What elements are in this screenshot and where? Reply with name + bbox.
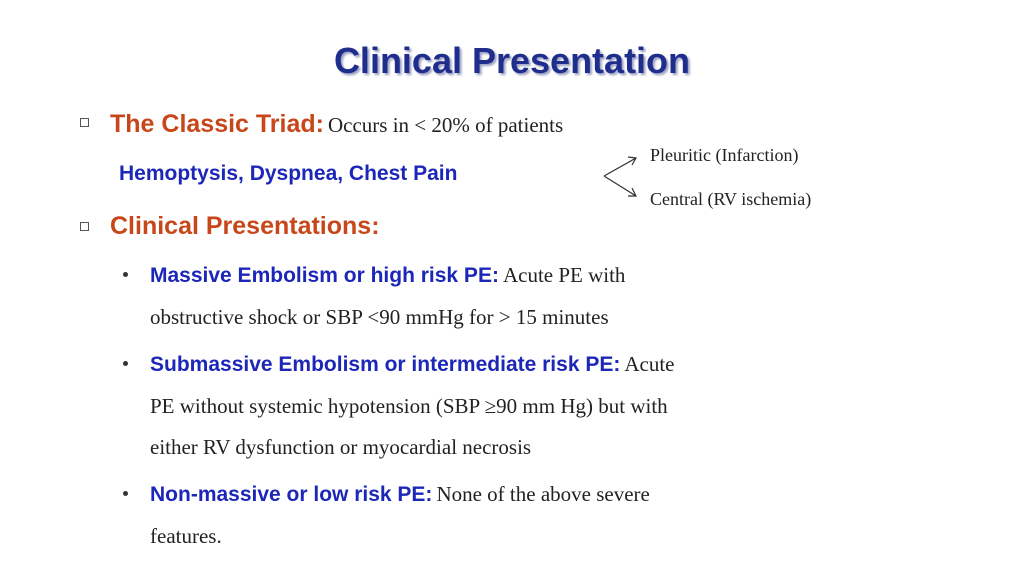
- dot-bullet-icon: [123, 361, 128, 366]
- item-text-continued: obstructive shock or SBP <90 mmHg for > 15 minutes: [150, 305, 609, 329]
- presentation-item-submassive: [150, 352, 675, 377]
- item-text: None of the above severe: [436, 482, 650, 506]
- presentation-item-nonmassive: [150, 482, 650, 507]
- item-text-continued: PE without systemic hypotension (SBP ≥90 mm Hg) but with: [150, 394, 668, 418]
- clinical-presentations-heading: Clinical Presentations:: [110, 212, 380, 240]
- branch-arrows-icon: [600, 152, 640, 202]
- item-text-continued: either RV dysfunction or myocardial necrosis: [150, 435, 532, 459]
- classic-triad-heading: The Classic Triad:: [110, 110, 324, 138]
- triad-symptoms: Hemoptysis, Dyspnea, Chest Pain: [119, 162, 458, 185]
- square-bullet-icon: [80, 222, 89, 231]
- dot-bullet-icon: [123, 272, 128, 277]
- slide-title: Clinical Presentation: [333, 40, 691, 81]
- triad-branch-central: Central (RV ischemia): [650, 189, 812, 209]
- classic-triad-line: [110, 110, 563, 139]
- item-label: Non-massive or low risk PE:: [150, 483, 433, 506]
- item-text: Acute PE with: [502, 263, 626, 287]
- item-label: Massive Embolism or high risk PE:: [150, 264, 499, 287]
- classic-triad-text: Occurs in < 20% of patients: [327, 113, 564, 137]
- item-text: Acute: [624, 352, 675, 376]
- presentation-item-massive: [150, 263, 625, 288]
- triad-branch-pleuritic: Pleuritic (Infarction): [650, 145, 799, 165]
- dot-bullet-icon: [123, 491, 128, 496]
- item-text-continued: features.: [150, 524, 222, 548]
- square-bullet-icon: [80, 118, 89, 127]
- item-label: Submassive Embolism or intermediate risk PE:: [150, 353, 621, 376]
